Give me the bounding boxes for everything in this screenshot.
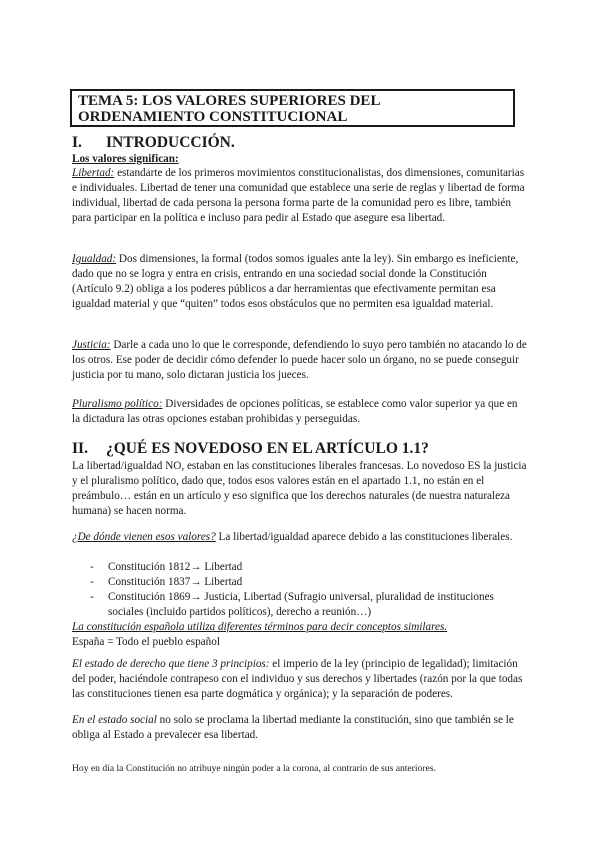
paragraph-igualdad <box>72 252 528 312</box>
paragraph-pluralismo <box>72 397 528 427</box>
igualdad-text: Dos dimensiones, la formal (todos somos iguales ante la ley). Sin embargo es ineficiente, dado que no se logra y entra en crisis, entrando en una sociedad social donde la Constitución (Artículo 9.2) obliga a los poderes públicos a dar herramientas que efectivamente permitan esa igualdad material y que “quiten” todos esos obstáculos que no permiten esa igualdad material. <box>72 253 519 310</box>
section-2-number: II. <box>72 440 88 457</box>
terminos-text: La constitución española utiliza diferentes términos para decir conceptos similares. <box>72 621 448 633</box>
social-text: no solo se proclama la libertad mediante la constitución, sino que también se le obliga al Estado a prevalecer esa libertad. <box>72 714 514 741</box>
pluralismo-label: Pluralismo político: <box>72 398 163 410</box>
list-item: - Constitución 1837→ Libertad <box>90 576 243 588</box>
justicia-text: Darle a cada uno lo que le corresponde, defendiendo lo suyo pero también no atacando lo de los otros. Ese poder de decidir cómo defender lo puede hacer solo un órgano, no se puede conseguir justicia por tu mano, solo dictaran justicia los jueces. <box>72 339 527 381</box>
espana-text: España = Todo el pueblo español <box>72 636 220 648</box>
paragraph-libertad <box>72 166 528 226</box>
constitution-list <box>90 560 520 620</box>
terminos-line <box>72 620 528 635</box>
espana-line <box>72 635 528 650</box>
values-subheading <box>72 152 528 167</box>
origen-text: La libertad/igualdad aparece debido a las constituciones liberales. <box>215 531 513 543</box>
title-line-1: TEMA 5: LOS VALORES SUPERIORES DEL <box>78 93 381 109</box>
libertad-text: estandarte de los primeros movimientos constitucionalistas, dos dimensiones, comunitarias e individuales. Libertad de tener una comunidad que establece una serie de reglas y libertad de forma individual, libertad de cada persona la persona forma parte de la comunidad pero es libre, también para participar en la política e incluso para pedir al Estado que asegure esa libertad. <box>72 167 525 224</box>
paragraph-origen <box>72 530 528 545</box>
title-box <box>70 89 515 127</box>
justicia-label: Justicia: <box>72 339 111 351</box>
list-item-text: Constitución 1812→ Libertad <box>108 561 243 573</box>
section-1-heading <box>72 134 235 152</box>
igualdad-label: Igualdad: <box>72 253 117 265</box>
libertad-label: Libertad: <box>72 167 115 179</box>
list-item-text: Constitución 1837→ Libertad <box>108 576 243 588</box>
section-1-number: I. <box>72 134 82 151</box>
list-item: - Constitución 1869→ Justicia, Libertad (Sufragio universal, pluralidad de instituciones sociales (incluido partidos políticos), derecho a reunión…) <box>90 590 520 620</box>
paragraph-novedoso <box>72 459 528 519</box>
paragraph-estado-derecho <box>72 657 528 702</box>
section-1-title: INTRODUCCIÓN. <box>106 134 235 151</box>
pluralismo-text: Diversidades de opciones políticas, se establece como valor superior ya que en la dictadura las otras opciones estaban prohibidas y perseguidas. <box>72 398 518 425</box>
paragraph-justicia <box>72 338 528 383</box>
paragraph-estado-social <box>72 713 528 743</box>
section-2-title: ¿QUÉ ES NOVEDOSO EN EL ARTÍCULO 1.1? <box>106 440 429 457</box>
estado-text: el imperio de la ley (principio de legalidad); limitación del poder, haciéndole contrapeso con el individuo y sus derechos y libertades (razón por la que todas las constituciones tienen esa parte dogmática y orgánica); y la separación de poderes. <box>72 658 523 700</box>
origen-label: ¿De dónde vienen esos valores? <box>72 531 216 543</box>
list-item: - Constitución 1812→ Libertad <box>90 561 243 573</box>
social-label: En el estado social <box>72 714 157 726</box>
footer-note: Hoy en día la Constitución no atribuye ningún poder a la corona, al contrario de sus anteriores. <box>72 763 436 774</box>
section-2-heading <box>72 440 429 458</box>
values-subheading-text: Los valores significan: <box>72 153 179 165</box>
title-line-2: ORDENAMIENTO CONSTITUCIONAL <box>78 109 348 125</box>
estado-label: El estado de derecho que tiene 3 principios: <box>72 658 270 670</box>
list-item-text: Constitución 1869→ Justicia, Libertad (Sufragio universal, pluralidad de instituciones sociales (incluido partidos políticos), derecho a reunión…) <box>108 591 494 618</box>
novedoso-text: La libertad/igualdad NO, estaban en las constituciones liberales francesas. Lo novedoso ES la justicia y el pluralismo político, dado que, todos esos valores están en el apartado 1.1, no están en el preámbulo… están en un artículo y eso significa que los derechos naturales (de nuestra naturaleza humana) se hacen norma. <box>72 460 527 517</box>
